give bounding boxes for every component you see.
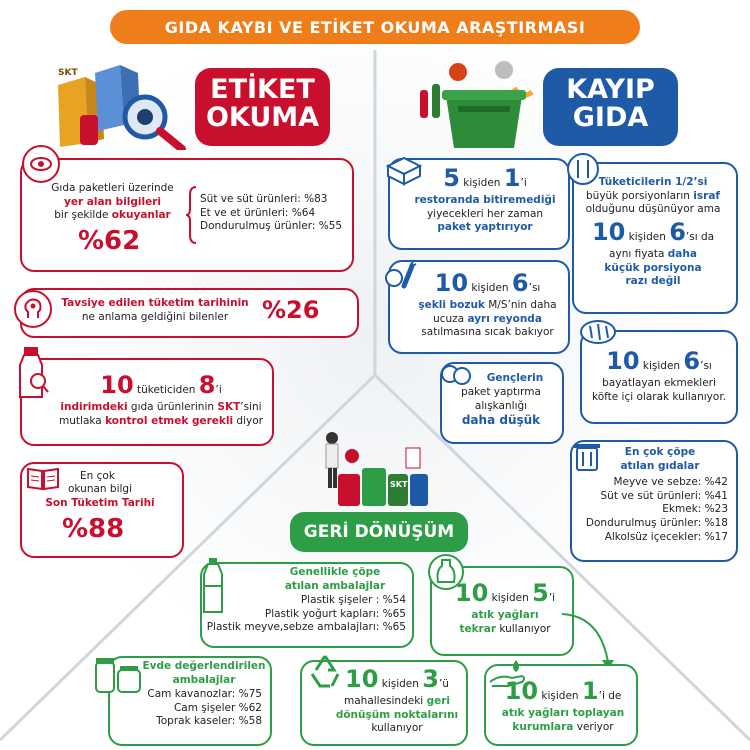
kayip-gida-heading xyxy=(543,68,678,146)
label-reading-text: Gıda paketleri üzerinde yer alan bilgileri bir şekilde okuyanlar xyxy=(51,182,174,222)
trash-can-icon xyxy=(572,440,602,472)
most-wasted-foods-list: Meyve ve sebze: %42 Süt ve süt ürünleri: %41 Ekmek: %23 Dondurulmuş ürünler: %18 Alkolsüz içecekler: %17 xyxy=(585,476,728,543)
bin-skt-label: SKT xyxy=(390,480,408,489)
heading-line-1: KAYIP xyxy=(566,74,655,105)
flow-arrow-icon xyxy=(560,610,620,672)
eye-icon xyxy=(22,145,60,183)
most-read-label: En çok xyxy=(80,470,115,482)
discount-skt-text: 10 tüketiciden 8’i indirimdeki gıda ürünlerinin SKT’sini mutlaka kontrol etmek gerekli diyor xyxy=(59,371,263,427)
head-idea-icon xyxy=(14,290,52,328)
heading-line-2: GIDA xyxy=(572,102,649,134)
most-wasted-foods-heading: En çok çöpe atılan gıdalar xyxy=(620,446,700,472)
misshapen-produce-text: 10 kişiden 6’sı şekli bozuk M/S’nin daha ucuza ayrı reyonda satılmasına sıcak bakıyor xyxy=(418,269,557,339)
heading-line-1: ETİKET xyxy=(210,74,315,105)
best-before-percent: %26 xyxy=(262,296,320,324)
oil-collection-text: 10 kişiden 1’i de atık yağları toplayan kurumlara veriyor xyxy=(501,677,625,733)
restaurant-takeaway-text: 5 kişiden 1’i restoranda bitiremediği yiyecekleri her zaman paket yaptırıyor xyxy=(414,164,556,234)
best-before-text: Tavsiye edilen tüketim tarihinin ne anlama geldiğini bilenler xyxy=(61,297,249,323)
heading-line-2: OKUMA xyxy=(205,102,320,134)
most-read-percent: %88 xyxy=(62,514,125,544)
geri-donusum-heading: GERİ DÖNÜŞÜM xyxy=(290,512,468,552)
label-reading-breakdown: Süt ve süt ürünleri: %83 Et ve et ürünleri: %64 Dondurulmuş ürünler: %55 xyxy=(200,193,343,233)
stale-bread-text: 10 kişiden 6’sı bayatlayan ekmekleri köfte içi olarak kullanıyor. xyxy=(591,347,727,403)
discarded-packaging-heading: Genellikle çöpe atılan ambalajlar xyxy=(284,566,386,592)
discarded-packaging-list: Plastik şişeler : %54 Plastik yoğurt kapları: %65 Plastik meyve,sebze ambalajları: %65 xyxy=(206,594,406,634)
home-reused-packaging-list: Cam kavanozlar: %75 Cam şişeler %62 Toprak kaseler: %58 xyxy=(147,688,262,728)
young-people-text: Gençlerin xyxy=(486,372,544,384)
brace-icon xyxy=(186,185,198,245)
skt-label: SKT xyxy=(58,68,78,78)
most-read-text: okunan bilgi Son Tüketim Tarihi xyxy=(45,483,155,509)
reuse-oil-text: 10 kişiden 5’i atık yağları tekrar kullanıyor xyxy=(454,579,556,635)
bread-icon xyxy=(578,316,618,348)
label-reading-percent: %62 xyxy=(78,226,141,256)
recycling-points-text: 10 kişiden 3’ü mahallesindeki geri dönüşüm noktalarını kullanıyor xyxy=(335,665,459,735)
milk-bottle-icon xyxy=(16,345,50,401)
etiket-okuma-heading xyxy=(195,68,330,146)
young-people-subtext: paket yaptırma alışkanlığı daha düşük xyxy=(461,386,541,428)
portion-size-text: Tüketicilerin 1/2’si büyük porsiyonların israf olduğunu düşünüyor ama 10 kişiden 6’sı da aynı fiyata daha küçük porsiyona razı değil xyxy=(585,176,721,288)
recycling-illustration xyxy=(318,428,430,508)
home-reused-packaging-heading: Evde değerlendirilen ambalajlar xyxy=(142,660,266,686)
food-waste-bin-illustration xyxy=(418,60,538,150)
page-title: GIDA KAYBI VE ETİKET OKUMA ARAŞTIRMASI xyxy=(110,10,640,44)
